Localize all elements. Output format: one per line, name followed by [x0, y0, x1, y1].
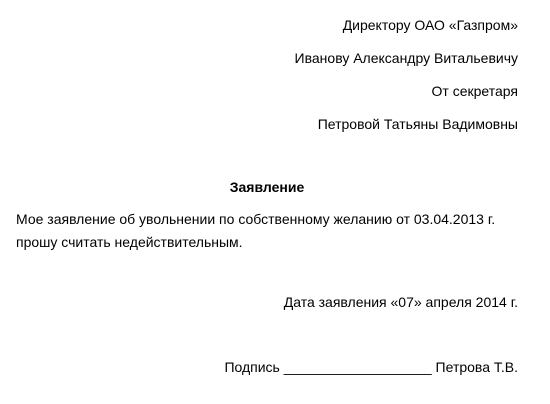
sender-position: От секретаря — [431, 83, 518, 99]
document-title: Заявление — [229, 179, 305, 195]
application-date: Дата заявления «07» апреля 2014 г. — [283, 294, 518, 310]
signature-line: Подпись ___________________ Петрова Т.В. — [224, 359, 518, 375]
addressee-name: Иванову Александру Витальевичу — [294, 50, 518, 66]
addressee-position: Директору ОАО «Газпром» — [342, 17, 518, 33]
statement-text-line-1: Мое заявление об увольнении по собственному желанию от 03.04.2013 г. — [16, 211, 496, 227]
sender-name: Петровой Татьяны Вадимовны — [317, 116, 518, 132]
statement-text-line-2: прошу считать недействительным. — [16, 234, 243, 250]
